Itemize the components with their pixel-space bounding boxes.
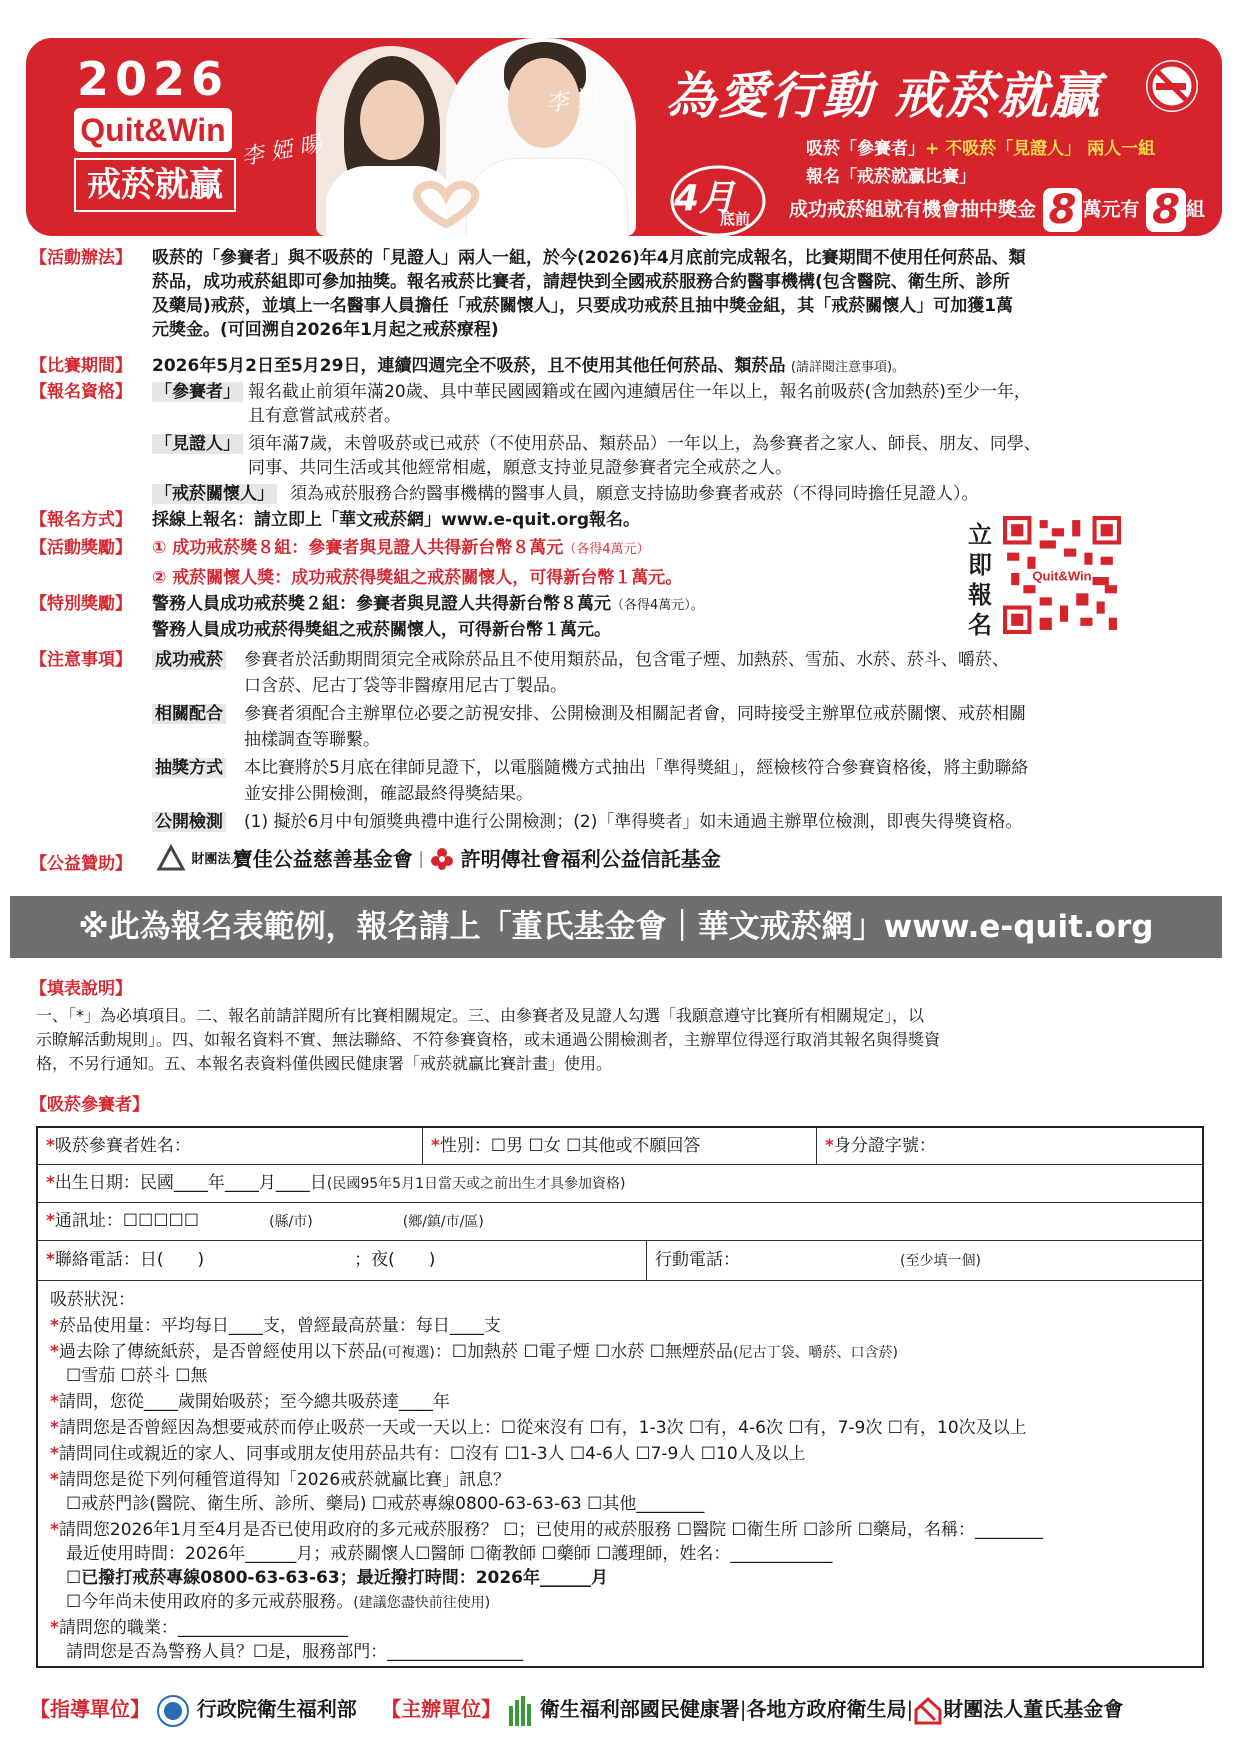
witness-label: 「見證人」 (152, 434, 243, 454)
caregiver-label: 「戒菸關懷人」 (152, 484, 277, 504)
rule-signup (30, 508, 640, 532)
q-text: ☐今年尚未使用政府的多元戒菸服務。 (66, 1592, 354, 1612)
instructions-tag: 【填表說明】 (30, 979, 132, 999)
status-heading: 吸菸狀況： (50, 1290, 135, 1310)
rule-method (30, 246, 1026, 340)
q-text: 請問您的職業：____________________ (58, 1618, 348, 1638)
rule-notices (30, 648, 1029, 832)
sponsor-name: 許明傳社會福利公益信託基金 (460, 847, 721, 871)
rule-tag: 【報名方式】 (30, 510, 132, 530)
rule-period (30, 354, 906, 378)
instructions-line: 一、「*」為必填項目。二、報名前請詳閱所有比賽相關規定。三、由參賽者及見證人勾選「我願意遵守比賽所有相關規定」，以 (36, 1006, 925, 1025)
banner-pairing-text (806, 134, 1155, 159)
prize-count: 8 (1146, 188, 1186, 232)
rule-text: 吸菸的「參賽者」與不吸菸的「見證人」兩人一組，於今(2026)年4月底前完成報名，比賽期間不使用任何菸品、類 (152, 248, 1026, 268)
prize-lead: 成功戒菸組就有機會抽中獎金 (789, 198, 1037, 221)
banner-signup-text: 報名「戒菸就贏比賽」 (806, 167, 976, 187)
deadline-sub: 底前 (720, 210, 751, 228)
notice-text: 參賽者於活動期間須完全戒除菸品且不使用類菸品，包含電子煙、加熱菸、雪茄、水菸、菸斗、嚼菸、 (244, 650, 1009, 670)
q-other-products-2[interactable]: ☐雪茄 ☐菸斗 ☐無 (66, 1366, 208, 1386)
notice-label: 公開檢測 (152, 812, 226, 832)
sponsor-logo-icon (156, 844, 186, 874)
prize-note: （各得4萬元） (563, 542, 650, 557)
q-occupation[interactable]: *請問您的職業：____________________ (50, 1618, 348, 1638)
birth-field[interactable]: *出生日期：民國____年____月____日(民國95年5月1日當天或之前出生才具參加資格) (46, 1173, 626, 1193)
rule-special (30, 592, 704, 640)
name-label: 吸菸參賽者姓名： (54, 1136, 191, 1156)
q-source-options[interactable]: ☐戒菸門診(醫院、衛生所、診所、藥局) ☐戒菸專線0800-63-63-63 ☐其他________ (66, 1494, 705, 1514)
smoking-status-section (38, 1284, 1202, 1664)
banner-title: 為愛行動 戒菸就贏 (666, 67, 1102, 125)
pair-label: 兩人一組 (1087, 139, 1156, 159)
rule-sponsors: 【公益贊助】 財團法人 寶佳公益慈善基金會 | 許明傳社會福利公益信託基金 (30, 852, 132, 876)
q-text: 請問，您從____歲開始吸菸；至今總共吸菸達____年 (58, 1392, 450, 1412)
banner-prize-text (789, 188, 1205, 232)
special-line: 警務人員成功戒菸獎２組：參賽者與見證人共得新台幣８萬元 (152, 594, 611, 614)
special-note: （各得4萬元）。 (611, 598, 704, 613)
q-services-hotline[interactable]: ☐已撥打戒菸專線0800-63-63-63；最近撥打時間：2026年______月 (66, 1568, 609, 1588)
sponsor-small: 財團法人 (191, 851, 244, 867)
gender-field[interactable]: *性別：☐男 ☐女 ☐其他或不願回答 (422, 1128, 821, 1164)
participant-section-tag: 【吸菸參賽者】 (30, 1095, 149, 1115)
q-start-age[interactable]: *請問，您從____歲開始吸菸；至今總共吸菸達____年 (50, 1392, 450, 1412)
q-services-time[interactable]: 最近使用時間：2026年______月；戒菸關懷人☐醫師 ☐衛教師 ☐藥師 ☐護理師，姓名：____________ (66, 1544, 833, 1564)
guide-name: 行政院衛生福利部 (196, 1697, 357, 1721)
phone-label: 聯絡電話：日( ) (54, 1250, 205, 1270)
notice-text: 並安排公開檢測，確認最終得獎結果。 (244, 784, 533, 804)
id-label: 身分證字號： (833, 1136, 936, 1156)
rule-tag: 【活動辦法】 (30, 248, 132, 268)
rule-tag: 【比賽期間】 (30, 356, 132, 376)
rule-text: 須年滿7歲，未曾吸菸或已戒菸（不使用菸品、類菸品）一年以上，為參賽者之家人、師長、朋友、同學、 (248, 434, 1041, 454)
no-smoking-house-icon (913, 1696, 943, 1726)
notice-text: (1) 擬於6月中旬頒獎典禮中進行公開檢測；(2)「準得獎者」如未通過主辦單位檢測，即喪失得獎資格。 (244, 812, 1023, 832)
rule-text: 及藥局)戒菸，並填上一名醫事人員擔任「戒菸關懷人」，只要成功戒菸且抽中獎金組，其「戒菸關懷人」可加獲1萬 (152, 296, 1014, 316)
form-row (38, 1240, 1202, 1281)
address-town: (鄉/鎮/市/區) (402, 1214, 484, 1230)
q-quit-attempts[interactable]: *請問您是否曾經因為想要戒菸而停止吸菸一天或一天以上：☐從來沒有 ☐有，1-3次 ☐有，4-6次 ☐有，7-9次 ☐有，10次及以上 (50, 1418, 1027, 1438)
q-usage[interactable]: *菸品使用量：平均每日____支，曾經最高菸量：每日____支 (50, 1316, 501, 1336)
form-row (38, 1202, 1202, 1241)
signature-image: 李 婭 暘 (239, 132, 323, 171)
qr-code-icon[interactable] (1003, 516, 1121, 634)
q-text: 請問您是從下列何種管道得知「2026戒菸就贏比賽」訊息？ (58, 1470, 511, 1490)
campaign-banner (26, 38, 1222, 236)
q-text: 請問您2026年1月至4月是否已使用政府的多元戒菸服務？ ☐；已使用的戒菸服務 ☐醫院 ☐衛生所 ☐診所 ☐藥局，名稱：________ (58, 1520, 1044, 1540)
registration-form (36, 1126, 1204, 1668)
rule-tag: 【特別獎勵】 (30, 594, 132, 614)
q-note: (可複選) (381, 1345, 435, 1361)
notice-label: 成功戒菸 (152, 650, 226, 670)
q-source[interactable]: *請問您是從下列何種管道得知「2026戒菸就贏比賽」訊息？ (50, 1470, 511, 1490)
logo-chinese: 戒菸就贏 (74, 158, 236, 212)
rule-qualification (30, 380, 1041, 504)
heart-hands-icon (406, 178, 486, 228)
prize-unit: 萬元 (1082, 198, 1121, 221)
qr-label: 立即報名 (968, 521, 992, 639)
address-county: (縣/市) (269, 1214, 313, 1230)
q-note: (建議您盡快前往使用) (353, 1595, 491, 1611)
logo-year: 2026 (76, 52, 230, 106)
deadline-badge (674, 170, 760, 232)
q-police[interactable]: 請問您是否為警務人員？☐是，服務部門：________________ (66, 1642, 524, 1662)
special-line: 警務人員成功戒菸得獎組之戒菸關懷人，可得新台幣１萬元。 (152, 620, 611, 640)
participant-label: 吸菸「參賽者」 (806, 139, 925, 159)
host-name: 各地方政府衛生局 (746, 1697, 907, 1721)
signature-image: 李 翔 (544, 85, 599, 118)
witness-label: + 不吸菸「見證人」 (925, 139, 1082, 159)
q-other-products[interactable]: *過去除了傳統紙菸，是否曾經使用以下菸品(可複選)：☐加熱菸 ☐電子煙 ☐水菸 ☐無煙菸品(尼古丁袋、嚼菸、口含菸) (50, 1342, 898, 1362)
mobile-field[interactable] (646, 1240, 1205, 1280)
qr-center-text: Quit&Win (1032, 568, 1092, 584)
logo-quit-win: Quit&Win (74, 108, 232, 152)
rule-note: (請詳閱注意事項)。 (790, 360, 906, 375)
prize-mid: 有 (1120, 198, 1140, 221)
mobile-note: (至少填一個) (900, 1253, 981, 1269)
rule-text: 2026年5月2日至5月29日，連續四週完全不吸菸，且不使用其他任何菸品、類菸品 (152, 356, 786, 376)
rule-prizes (30, 536, 683, 588)
notice-text: 本比賽將於5月底在律師見證下，以電腦隨機方式抽出「準得獎組」，經檢核符合參賽資格後，將主動聯絡 (244, 758, 1029, 778)
rule-text: 同事、共同生活或其他經常相處，願意支持並見證參賽者完全戒菸之人。 (248, 458, 792, 478)
prize-line: ① 成功戒菸獎８組：參賽者與見證人共得新台幣８萬元 (152, 538, 564, 558)
host-tag: 【主辦單位】 (381, 1697, 502, 1721)
gender-label: 性別：☐男 ☐女 ☐其他或不願回答 (439, 1136, 701, 1156)
id-field[interactable]: *身分證字號： (816, 1128, 1205, 1164)
hpa-logo-icon (507, 1694, 533, 1728)
flower-logo-icon (429, 846, 455, 872)
q-options: ：☐加熱菸 ☐電子煙 ☐水菸 ☐無煙菸品 (434, 1342, 733, 1362)
rule-text: 且有意嘗試戒菸者。 (248, 406, 401, 426)
rule-text: 須為戒菸服務合約醫事機構的醫事人員，願意支持協助參賽者戒菸（不得同時擔任見證人）。 (290, 484, 979, 504)
q-text: 請問同住或親近的家人、同事或朋友使用菸品共有：☐沒有 ☐1-3人 ☐4-6人 ☐7-9人 ☐10人及以上 (58, 1444, 806, 1464)
signup-notice-bar: ※此為報名表範例，報名請上「董氏基金會｜華文戒菸網」www.e-quit.org (10, 896, 1222, 958)
notice-text: 口含菸、尼古丁袋等非醫療用尼古丁製品。 (244, 676, 567, 696)
rule-text: 元獎金。(可回溯自2026年1月起之戒菸療程) (152, 320, 499, 340)
prize-amount: 8 (1043, 188, 1083, 232)
footer-organizers: 【指導單位】 行政院衛生福利部 【主辦單位】 衛生福利部國民健康署|各地方政府衛生局| 財團法人董氏基金會 (30, 1684, 1222, 1734)
prize-end: 組 (1185, 198, 1205, 221)
notice-label: 抽獎方式 (152, 758, 226, 778)
ministry-emblem-icon (156, 1694, 190, 1728)
notice-text: 抽樣調查等聯繫。 (244, 730, 380, 750)
rule-tag: 【活動獎勵】 (30, 538, 132, 558)
q-text: 請問您是否曾經因為想要戒菸而停止吸菸一天或一天以上：☐從來沒有 ☐有，1-3次 ☐有，4-6次 ☐有，7-9次 ☐有，10次及以上 (58, 1418, 1027, 1438)
participant-label: 「參賽者」 (152, 382, 243, 402)
host-name: 衛生福利部國民健康署 (539, 1697, 740, 1721)
rule-tag: 【報名資格】 (30, 382, 132, 402)
mobile-label: 行動電話： (655, 1250, 740, 1270)
rule-tag: 【注意事項】 (30, 650, 132, 670)
q-services-none[interactable] (66, 1590, 490, 1615)
phone-field[interactable]: *聯絡電話：日( ) ；夜( ) (46, 1250, 436, 1270)
q-text: 過去除了傳統紙菸，是否曾經使用以下菸品 (58, 1342, 382, 1362)
phone-night: ；夜( ) (354, 1250, 436, 1270)
rule-text: 報名截止前須年滿20歲、具中華民國國籍或在國內連續居住一年以上，報名前吸菸(含加熱菸)至少一年， (248, 382, 1031, 402)
address-label: 通訊址：☐☐☐☐☐ (54, 1211, 200, 1231)
q-text: 菸品使用量：平均每日____支，曾經最高菸量：每日____支 (58, 1316, 501, 1336)
instructions-line: 示瞭解活動規則」。四、如報名資料不實、無法聯絡、不符參賽資格，或未通過公開檢測者，主辦單位得逕行取消其報名與得獎資 (36, 1030, 941, 1049)
instructions-line: 格，不另行通知。五、本報名表資料僅供國民健康署「戒菸就贏比賽計畫」使用。 (36, 1054, 613, 1073)
form-row (38, 1164, 1202, 1203)
rule-text: 採線上報名：請立即上「華文戒菸網」www.e-quit.org報名。 (152, 510, 640, 530)
q-services[interactable]: *請問您2026年1月至4月是否已使用政府的多元戒菸服務？ ☐；已使用的戒菸服務 ☐醫院 ☐衛生所 ☐診所 ☐藥局，名稱：________ (50, 1520, 1044, 1540)
q-household[interactable]: *請問同住或親近的家人、同事或朋友使用菸品共有：☐沒有 ☐1-3人 ☐4-6人 ☐7-9人 ☐10人及以上 (50, 1444, 806, 1464)
deadline-month: 4月 (674, 178, 736, 219)
name-field[interactable]: *吸菸參賽者姓名： (46, 1136, 191, 1156)
notice-text: 參賽者須配合主辦單位必要之訪視安排、公開檢測及相關記者會，同時接受主辦單位戒菸關懷、戒菸相關 (244, 704, 1026, 724)
instructions-text (36, 1004, 1216, 1076)
rule-tag: 【公益贊助】 (30, 854, 132, 874)
sponsor-name: 寶佳公益慈善基金會 (232, 847, 413, 871)
birth-note: (民國95年5月1日當天或之前出生才具參加資格) (326, 1176, 626, 1192)
form-row (38, 1128, 1202, 1165)
birth-label: 出生日期：民國____年____月____日 (54, 1173, 327, 1193)
guide-tag: 【指導單位】 (30, 1697, 150, 1721)
notice-label: 相關配合 (152, 704, 226, 724)
no-smoking-icon (1146, 60, 1198, 112)
host-name: 財團法人董氏基金會 (943, 1697, 1124, 1721)
address-field[interactable]: *通訊址：☐☐☐☐☐ (縣/市) (鄉/鎮/市/區) (46, 1211, 484, 1231)
rule-text: 菸品，成功戒菸組即可參加抽獎。報名戒菸比賽者，請趕快到全國戒菸服務合約醫事機構(包含醫院、衛生所、診所 (152, 272, 1010, 292)
quit-and-win-logo (64, 52, 242, 217)
q-note: (尼古丁袋、嚼菸、口含菸) (733, 1345, 898, 1361)
prize-line: ② 戒菸關懷人獎：成功戒菸得獎組之戒菸關懷人，可得新台幣１萬元。 (152, 568, 683, 588)
